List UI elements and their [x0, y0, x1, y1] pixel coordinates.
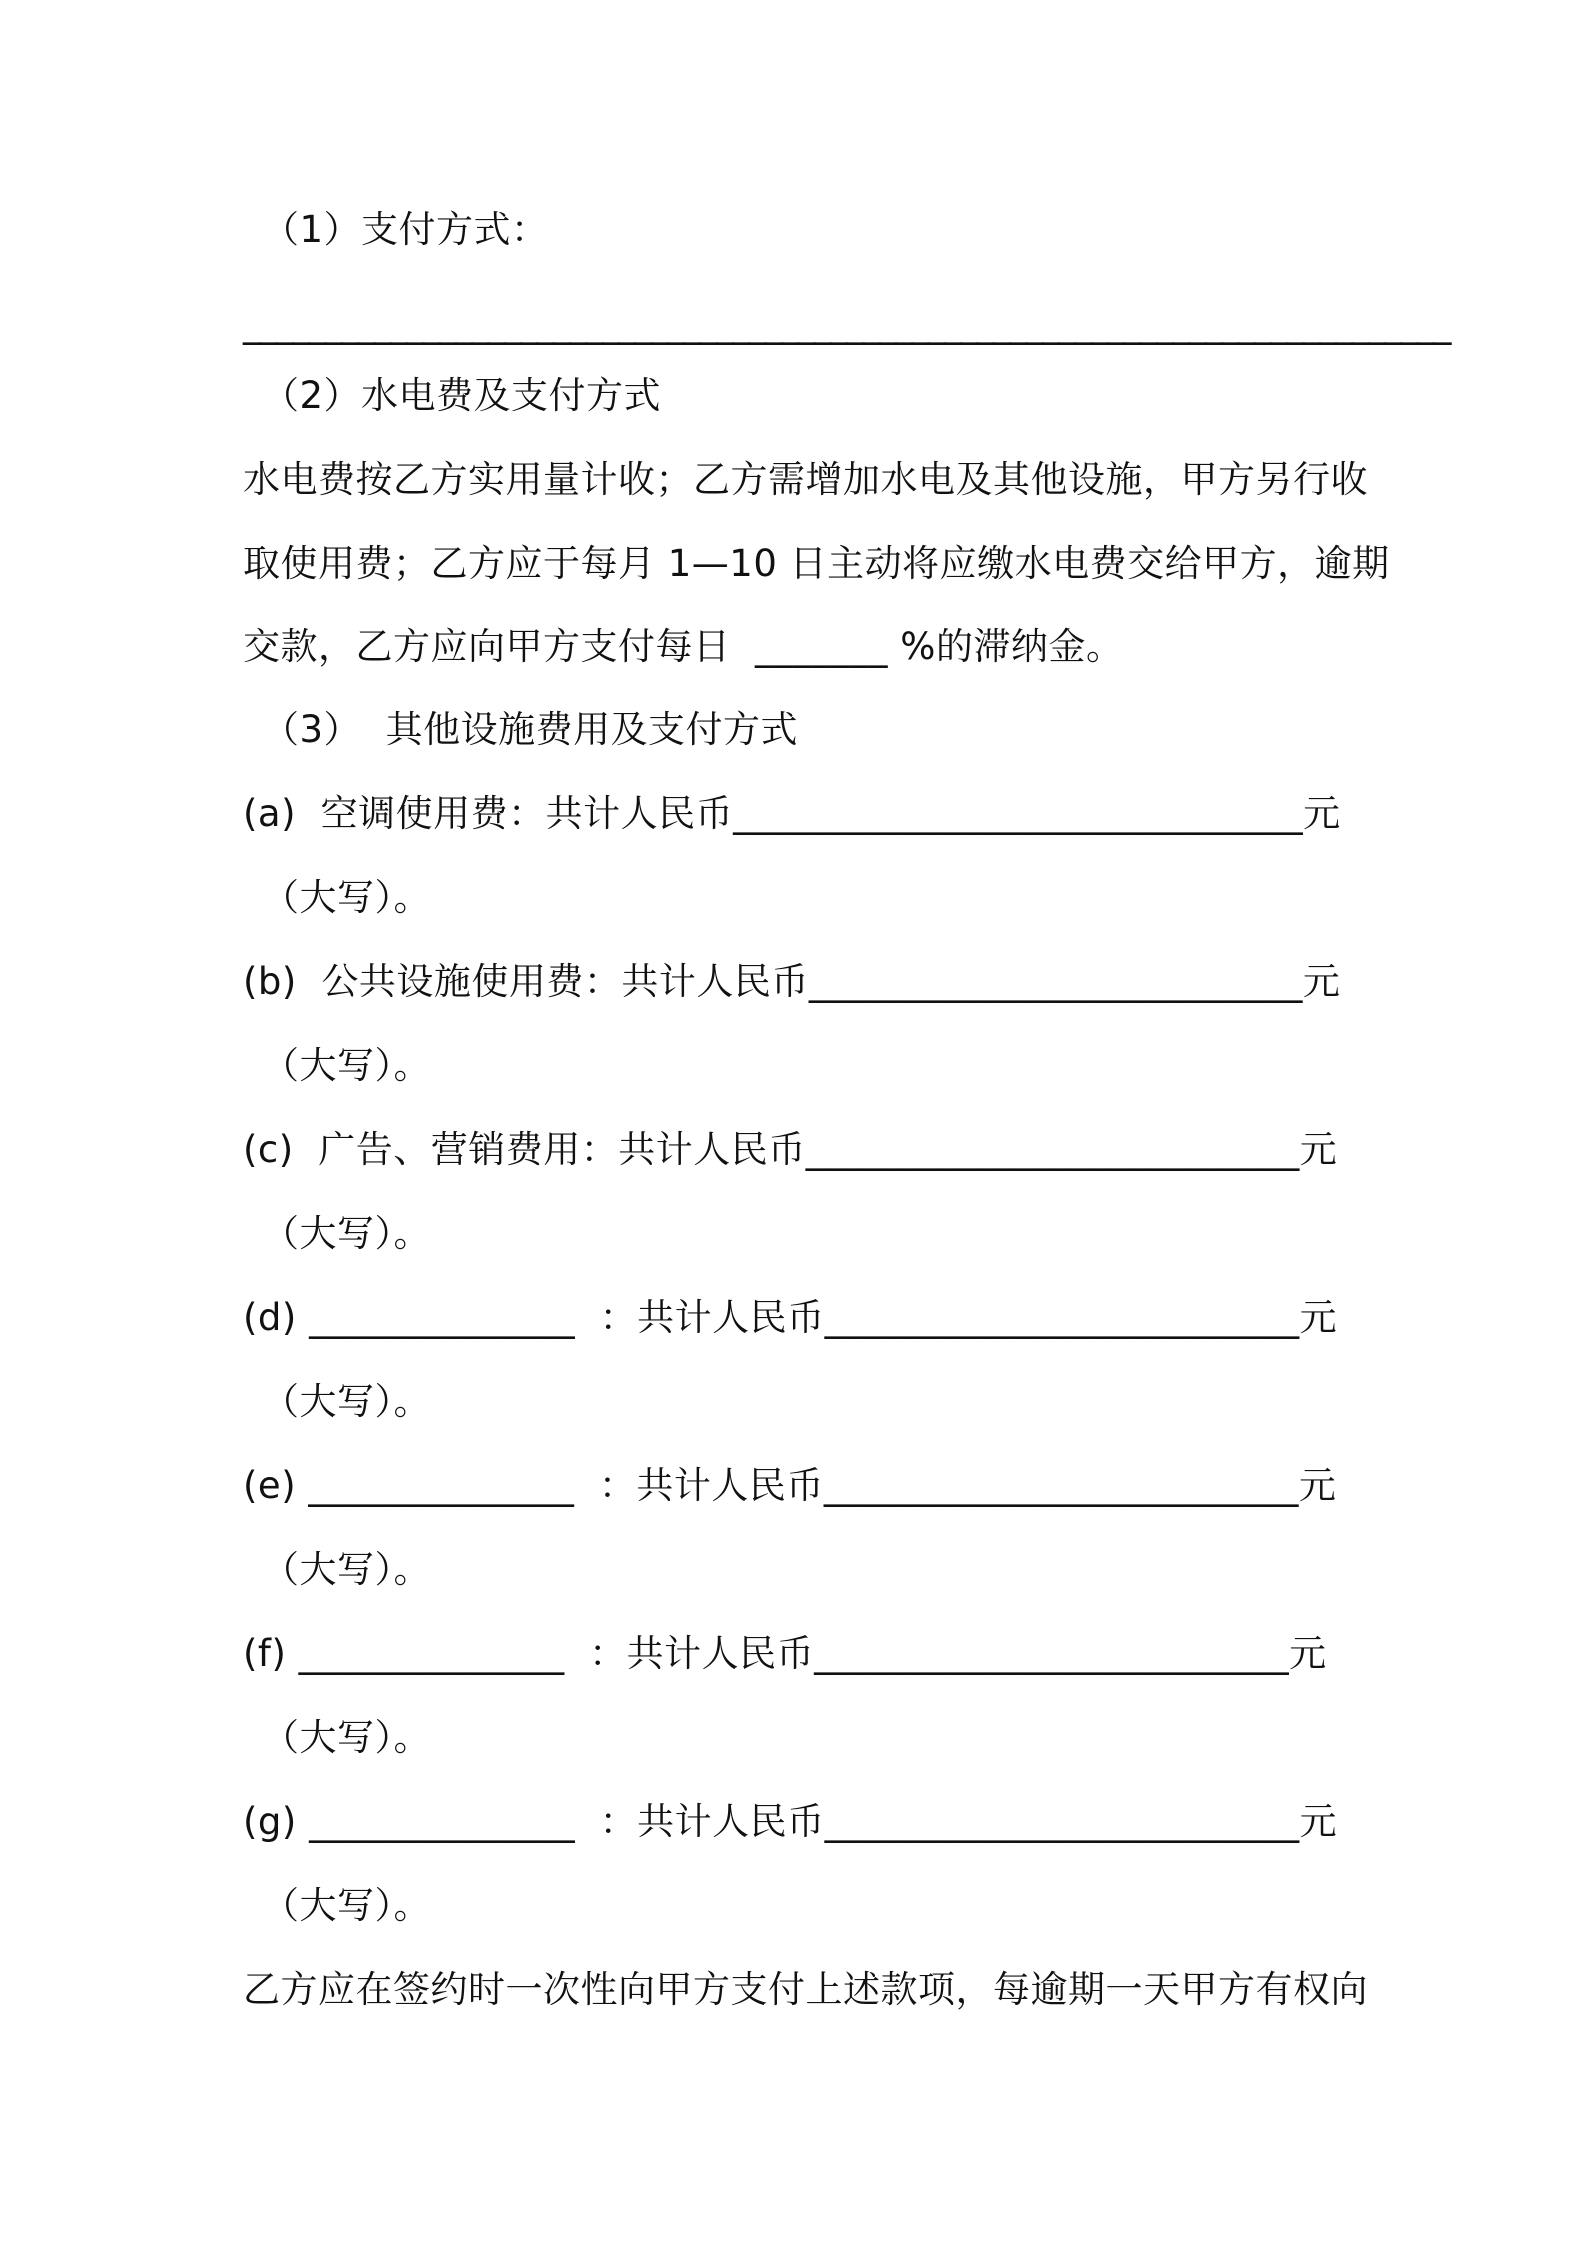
capital-note: （大写）。	[262, 1380, 431, 1423]
fee-line-a: (a) 空调使用费：共计人民币______________________________元	[243, 792, 1341, 835]
fee-line-e: (e) ______________ ：共计人民币_________________________元	[243, 1464, 1337, 1507]
capital-note: （大写）。	[262, 1716, 431, 1759]
paragraph-line: 乙方应在签约时一次性向甲方支付上述款项，每逾期一天甲方有权向	[243, 1968, 1368, 2011]
item-2-heading: （2）水电费及支付方式	[262, 374, 662, 417]
paragraph-line: 水电费按乙方实用量计收；乙方需增加水电及其他设施，甲方另行收	[243, 458, 1368, 501]
capital-note: （大写）。	[262, 1884, 431, 1927]
capital-note: （大写）。	[262, 1548, 431, 1591]
blank-line: __________________________________________________________________________	[243, 302, 1450, 345]
item-1-payment-method: （1）支付方式：	[262, 208, 549, 251]
fee-line-f: (f) ______________ ：共计人民币_________________________元	[243, 1632, 1327, 1675]
fee-line-b: (b) 公共设施使用费：共计人民币__________________________元	[243, 960, 1341, 1003]
fee-line-d: (d) ______________ ：共计人民币_________________________元	[243, 1296, 1338, 1339]
item-3-heading: （3） 其他设施费用及支付方式	[262, 708, 799, 751]
paragraph-line: 交款，乙方应向甲方支付每日 _______ %的滞纳金。	[243, 625, 1124, 668]
fee-line-c: (c) 广告、营销费用：共计人民币__________________________元	[243, 1128, 1338, 1171]
capital-note: （大写）。	[262, 876, 431, 919]
capital-note: （大写）。	[262, 1212, 431, 1255]
paragraph-line: 取使用费；乙方应于每月 1—10 日主动将应缴水电费交给甲方，逾期	[243, 542, 1390, 585]
fee-line-g: (g) ______________ ：共计人民币_________________________元	[243, 1800, 1338, 1843]
capital-note: （大写）。	[262, 1044, 431, 1087]
